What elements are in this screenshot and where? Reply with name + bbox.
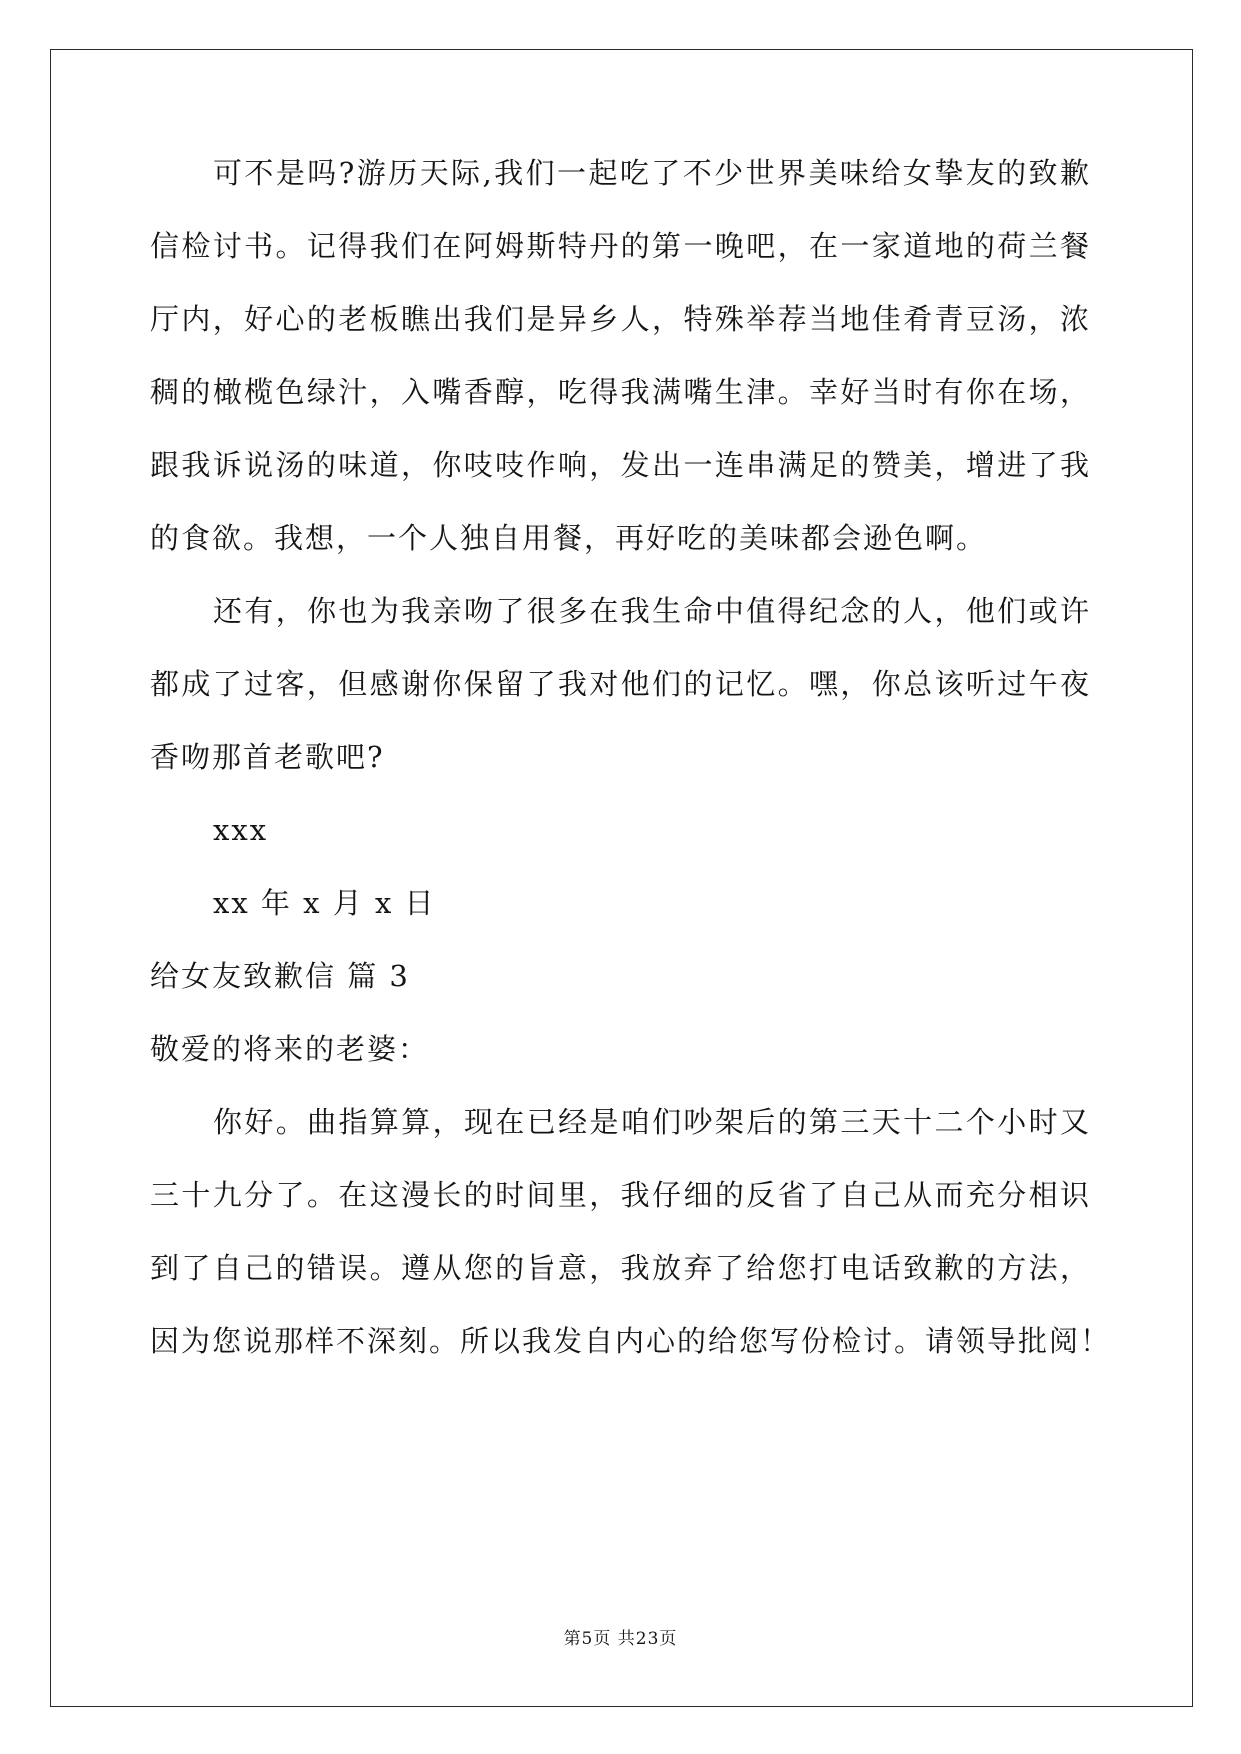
body-line: 厅内，好心的老板瞧出我们是异乡人，特殊举荐当地佳肴青豆汤，浓 xyxy=(150,302,1091,336)
signature: xxx xyxy=(213,813,269,847)
body-line: 都成了过客，但感谢你保留了我对他们的记忆。嘿，你总该听过午夜 xyxy=(150,667,1091,701)
body-line: 的食欲。我想，一个人独自用餐，再好吃的美味都会逊色啊。 xyxy=(150,521,988,555)
body-line: 可不是吗?游历天际,我们一起吃了不少世界美味给女挚友的致歉 xyxy=(213,156,1091,190)
body-line: 到了自己的错误。遵从您的旨意，我放弃了给您打电话致歉的方法， xyxy=(150,1251,1091,1285)
body-line: 三十九分了。在这漫长的时间里，我仔细的反省了自己从而充分相识 xyxy=(150,1178,1091,1212)
body-line: 香吻那首老歌吧? xyxy=(150,740,385,774)
page-border xyxy=(50,49,1193,1707)
body-line: 因为您说那样不深刻。所以我发自内心的给您写份检讨。请领导批阅！ xyxy=(150,1324,1112,1358)
body-line: 还有，你也为我亲吻了很多在我生命中值得纪念的人，他们或许 xyxy=(213,594,1091,628)
body-line: 你好。曲指算算，现在已经是咱们吵架后的第三天十二个小时又 xyxy=(213,1105,1091,1139)
body-line: 跟我诉说汤的味道，你吱吱作响，发出一连串满足的赞美，增进了我 xyxy=(150,448,1091,482)
body-line: 信检讨书。记得我们在阿姆斯特丹的第一晚吧，在一家道地的荷兰餐 xyxy=(150,229,1091,263)
salutation: 敬爱的将来的老婆： xyxy=(150,1032,430,1066)
date-line: xx 年 x 月 x 日 xyxy=(213,886,436,920)
body-line: 稠的橄榄色绿汁，入嘴香醇，吃得我满嘴生津。幸好当时有你在场， xyxy=(150,375,1091,409)
section-heading: 给女友致歉信 篇 3 xyxy=(150,959,410,993)
page-number: 第5页 共23页 xyxy=(563,1629,678,1649)
